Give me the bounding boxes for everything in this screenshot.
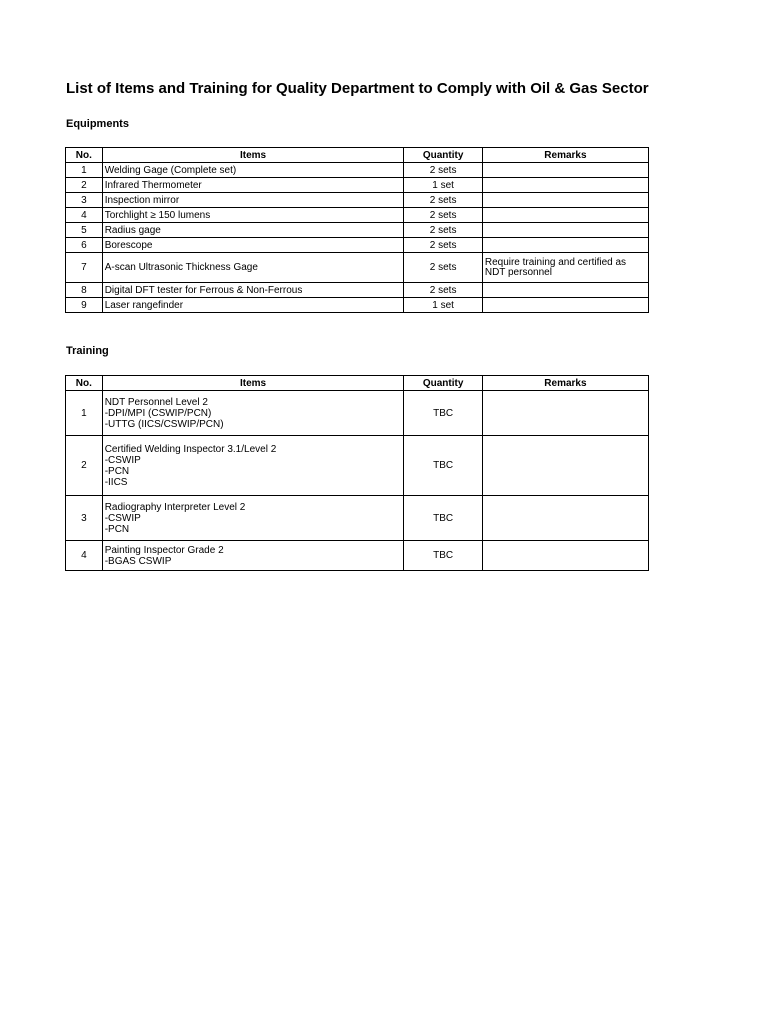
row-no: 4 — [66, 208, 103, 223]
row-item: Welding Gage (Complete set) — [102, 163, 404, 178]
row-remarks — [482, 163, 648, 178]
equipments-table — [65, 147, 649, 313]
table-row — [66, 283, 649, 298]
row-remarks — [482, 496, 648, 541]
table-row — [66, 178, 649, 193]
row-no: 2 — [66, 178, 103, 193]
header-quantity: Quantity — [404, 376, 482, 391]
row-no: 3 — [66, 496, 103, 541]
row-quantity: 1 set — [404, 298, 482, 313]
row-quantity: 2 sets — [404, 163, 482, 178]
header-remarks: Remarks — [482, 376, 648, 391]
row-item: Certified Welding Inspector 3.1/Level 2 -CSWIP -PCN -IICS — [102, 436, 404, 496]
row-no: 9 — [66, 298, 103, 313]
row-remarks — [482, 391, 648, 436]
row-quantity: 1 set — [404, 178, 482, 193]
table-header-row — [66, 376, 649, 391]
row-quantity: 2 sets — [404, 253, 482, 283]
remarks-text: Require training and certified as NDT personnel — [484, 256, 627, 278]
header-items: Items — [102, 148, 404, 163]
page-title: List of Items and Training for Quality Department to Comply with Oil & Gas Sector — [66, 80, 649, 97]
row-quantity: 2 sets — [404, 208, 482, 223]
row-item: NDT Personnel Level 2 -DPI/MPI (CSWIP/PCN) -UTTG (IICS/CSWIP/PCN) — [102, 391, 404, 436]
row-remarks — [482, 253, 648, 283]
row-item: Digital DFT tester for Ferrous & Non-Ferrous — [102, 283, 404, 298]
row-remarks — [482, 283, 648, 298]
row-quantity: TBC — [404, 496, 482, 541]
row-item: Laser rangefinder — [102, 298, 404, 313]
row-no: 4 — [66, 541, 103, 571]
row-no: 2 — [66, 436, 103, 496]
header-remarks: Remarks — [482, 148, 648, 163]
row-item: Radius gage — [102, 223, 404, 238]
row-no: 6 — [66, 238, 103, 253]
training-table — [65, 375, 649, 571]
row-quantity: 2 sets — [404, 193, 482, 208]
row-item: Torchlight ≥ 150 lumens — [102, 208, 404, 223]
header-quantity: Quantity — [404, 148, 482, 163]
row-remarks — [482, 208, 648, 223]
table-row — [66, 163, 649, 178]
row-item: Painting Inspector Grade 2 -BGAS CSWIP — [102, 541, 404, 571]
row-no: 5 — [66, 223, 103, 238]
row-item: Borescope — [102, 238, 404, 253]
row-no: 7 — [66, 253, 103, 283]
table-row — [66, 541, 649, 571]
equipments-section-label: Equipments — [66, 118, 129, 130]
row-item: Inspection mirror — [102, 193, 404, 208]
table-row — [66, 193, 649, 208]
row-quantity: TBC — [404, 541, 482, 571]
row-quantity: TBC — [404, 436, 482, 496]
row-quantity: 2 sets — [404, 238, 482, 253]
header-no: No. — [66, 376, 103, 391]
row-item: Radiography Interpreter Level 2 -CSWIP -PCN — [102, 496, 404, 541]
row-remarks — [482, 193, 648, 208]
table-row — [66, 298, 649, 313]
table-row — [66, 223, 649, 238]
row-remarks — [482, 178, 648, 193]
table-header-row — [66, 148, 649, 163]
row-remarks — [482, 238, 648, 253]
table-row — [66, 253, 649, 283]
row-item: Infrared Thermometer — [102, 178, 404, 193]
row-no: 1 — [66, 391, 103, 436]
table-row — [66, 238, 649, 253]
header-items: Items — [102, 376, 404, 391]
row-item: A-scan Ultrasonic Thickness Gage — [102, 253, 404, 283]
table-row — [66, 496, 649, 541]
row-no: 8 — [66, 283, 103, 298]
row-no: 1 — [66, 163, 103, 178]
row-quantity: TBC — [404, 391, 482, 436]
row-remarks — [482, 298, 648, 313]
row-remarks — [482, 223, 648, 238]
table-row — [66, 391, 649, 436]
row-quantity: 2 sets — [404, 283, 482, 298]
training-section-label: Training — [66, 345, 109, 357]
row-remarks — [482, 541, 648, 571]
header-no: No. — [66, 148, 103, 163]
table-row — [66, 208, 649, 223]
table-row — [66, 436, 649, 496]
row-no: 3 — [66, 193, 103, 208]
row-remarks — [482, 436, 648, 496]
row-quantity: 2 sets — [404, 223, 482, 238]
